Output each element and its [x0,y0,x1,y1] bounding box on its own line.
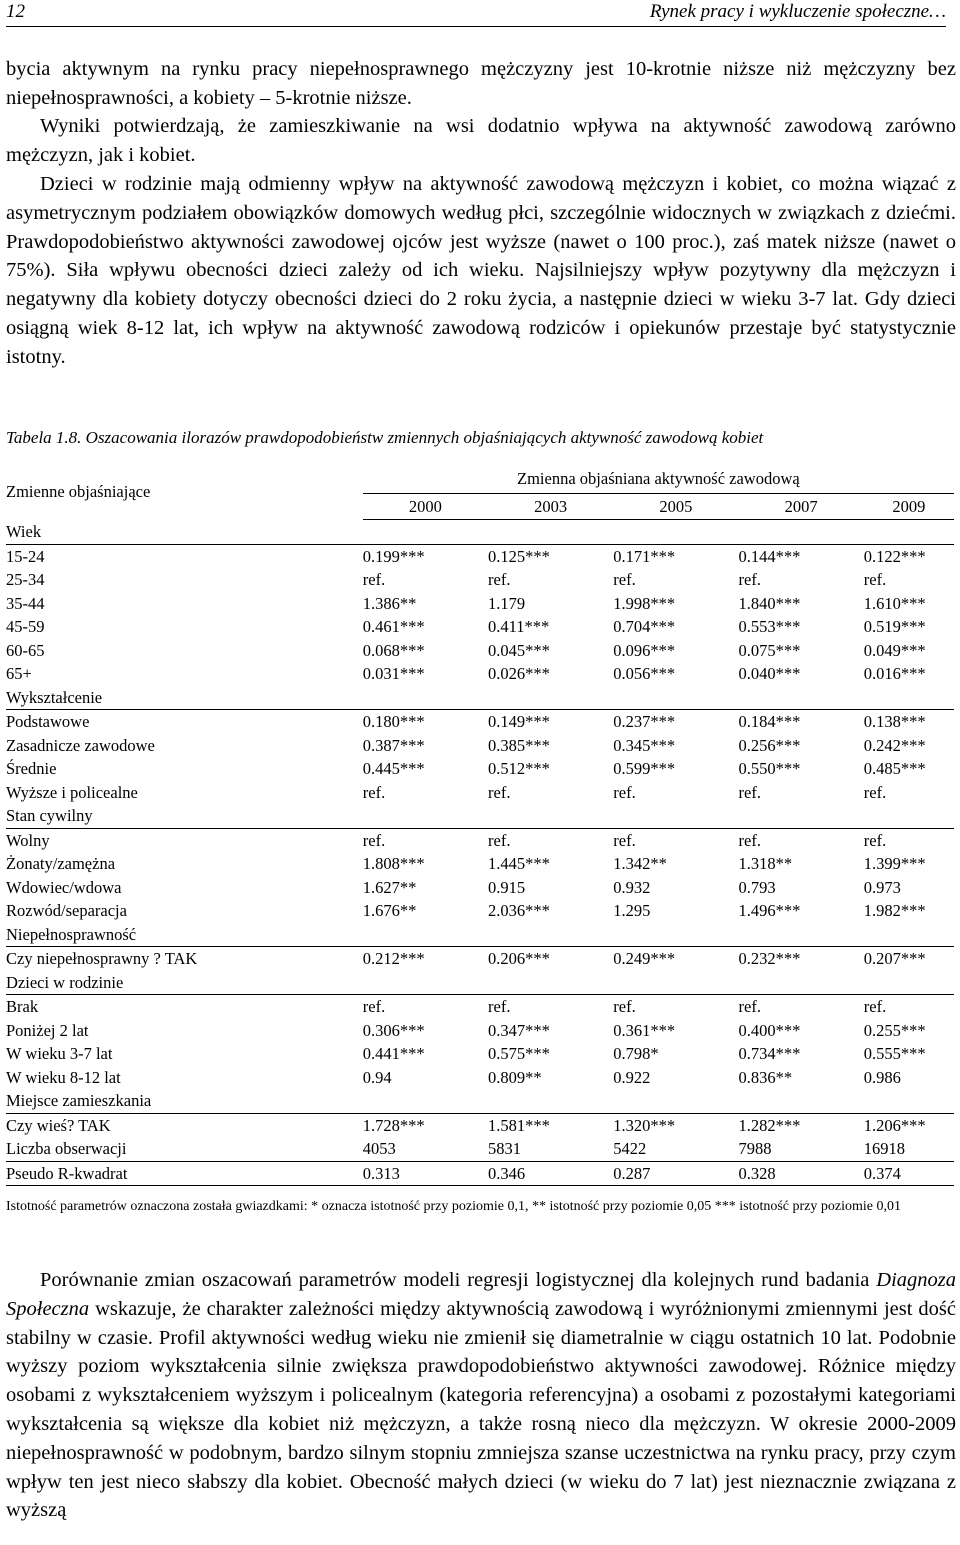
row-value: ref. [863,997,887,1016]
row-value: 0.441*** [362,1044,425,1063]
row-value [739,520,864,545]
row-value: 0.512*** [488,759,550,778]
row-value: 1.342** [613,854,667,873]
row-value [488,1089,613,1113]
row-value [613,923,738,947]
row-value: 0.734*** [738,1044,801,1063]
paragraph-3: Dzieci w rodzinie mają odmienny wpływ na aktywność zawodową mężczyzn i kobiet, co można wiązać z asymetrycznym podziałem obowiązków domowych według płci, szczególnie widocznych w związkach z dziećmi. Prawdopodobieństwo aktywności zawodowej ojców jest wyższe (nawet o 100 proc.), zaś matek niższe (nawet o 75%). Siła wpływu obecności dzieci zależy od ich wieku. Najsilniejszy wpływ pozytywny dla mężczyzn i negatywny dla kobiety dotyczy obecności dzieci do 2 roku życia, a następnie dzieci w wieku 3-7 lat. Gdy dzieci osiągną wiek 8-12 lat, ich wpływ na aktywność zawodową rodziców i opiekunów przestaje być statystycznie istotny. [6,173,956,368]
table-row [6,568,954,592]
row-value: 0.932 [613,877,651,897]
row-value: 0.836** [738,1067,793,1087]
table-row [6,852,954,876]
row-value [613,804,738,828]
row-value: 0.206*** [488,949,550,968]
running-title: Rynek pracy i wykluczenie społeczne… [649,1,946,22]
row-value: 1.386** [362,593,417,613]
table-row [6,923,954,947]
row-value: 0.138*** [863,712,926,731]
row-value: ref. [613,997,636,1016]
row-value: 7988 [739,1137,864,1161]
row-value: 1.610*** [863,593,926,613]
row-value: 1.982*** [863,901,926,920]
row-value [864,1089,954,1113]
row-value: 1.318** [738,854,793,873]
row-label: 65+ [6,664,32,683]
table-row [6,971,954,995]
page-header [6,0,946,27]
row-value: 1.627** [362,877,417,897]
row-value: ref. [362,997,386,1016]
year-header: 2005 [613,494,738,520]
row-value [613,686,738,710]
row-label: Rozwód/separacja [6,901,127,920]
row-value: 0.411*** [488,617,550,636]
row-value: 0.915 [488,877,526,897]
row-value [363,971,488,995]
table-row [6,899,954,923]
row-value: ref. [613,782,636,802]
row-value: 1.282*** [738,1115,801,1135]
row-value [864,923,954,947]
table-row [6,662,954,686]
row-value: 0.809** [488,1067,542,1087]
page-number: 12 [6,1,25,22]
row-value: 0.387*** [362,735,425,755]
row-label: 25-34 [6,570,45,589]
table-row [6,1089,954,1113]
row-value: ref. [738,570,761,589]
row-value: ref. [488,997,511,1016]
row-label: Wdowiec/wdowa [6,877,122,897]
row-label: Wiek [6,520,363,545]
row-value: 0.519*** [863,617,926,636]
paragraph-4-text-a: Porównanie zmian oszacowań parametrów modeli regresji logistycznej dla kolejnych rund badania [40,1269,877,1291]
row-label: W wieku 8-12 lat [6,1067,121,1087]
row-value: 0.973 [863,877,901,897]
row-value [864,520,954,545]
row-value: 1.676** [362,901,417,920]
row-value: 5422 [613,1137,738,1161]
row-value: 0.346 [488,1161,613,1186]
row-value: ref. [863,782,887,802]
row-value: 0.096*** [613,640,676,660]
row-value [363,686,488,710]
row-value: 0.287 [613,1161,738,1186]
row-value: 16918 [864,1137,954,1161]
row-value: ref. [488,570,511,589]
row-value: 1.179 [488,593,526,613]
row-value: 0.149*** [488,712,550,731]
row-value [613,1089,738,1113]
row-label: Czy niepełnosprawny ? TAK [6,949,198,968]
table-row [6,828,954,852]
table-row [6,734,954,758]
row-value [739,1089,864,1113]
significance-note: Istotność parametrów oznaczona została gwiazdkami: * oznacza istotność przy poziomie 0,1, ** istotność przy poziomie 0,05 *** istotność przy poziomie 0,01 [6,1199,901,1214]
row-value: ref. [863,570,887,589]
row-value: ref. [863,830,887,850]
row-value [488,923,613,947]
row-value: 0.075*** [738,640,801,660]
table-row [6,615,954,639]
odds-ratio-table [6,464,954,1186]
row-label: Dzieci w rodzinie [6,971,363,995]
row-value: 0.237*** [613,712,676,731]
row-value: 1.581*** [488,1115,550,1135]
row-value [613,971,738,995]
row-label: 15-24 [6,546,45,566]
row-value: 0.184*** [738,712,801,731]
row-value [739,971,864,995]
row-value: ref. [362,782,386,802]
row-value: ref. [738,782,761,802]
row-value: 1.399*** [863,854,926,873]
row-value: ref. [488,830,511,850]
row-value: 0.485*** [863,759,926,778]
row-value [739,686,864,710]
row-value [488,520,613,545]
row-value: 0.550*** [738,759,801,778]
row-value: 0.400*** [738,1020,801,1040]
table-body [6,464,954,1186]
row-label: Czy wieś? TAK [6,1115,111,1135]
row-value: 0.385*** [488,735,550,755]
row-value: ref. [488,782,511,802]
row-value: 0.045*** [488,640,550,660]
row-value: ref. [362,570,386,589]
row-value [739,804,864,828]
row-value: 0.986 [863,1067,901,1087]
table-row [6,544,954,568]
span-header: Zmienna objaśniana aktywność zawodową [363,464,954,494]
row-value: 0.242*** [863,735,926,755]
table-row [6,781,954,805]
paragraph-1: bycia aktywnym na rynku pracy niepełnosprawnego mężczyzny jest 10-krotnie niższe niż mężczyzny bez niepełnosprawności, a kobiety – 5-krotnie niższe. [6,58,956,109]
row-value: 1.998*** [613,593,676,613]
row-label: W wieku 3-7 lat [6,1044,113,1063]
row-value [739,923,864,947]
row-value: 0.313 [363,1161,488,1186]
row-value: 0.445*** [362,759,425,778]
row-value: 0.347*** [488,1020,550,1040]
row-value: 1.840*** [738,593,801,613]
row-value: 0.328 [739,1161,864,1186]
row-value: ref. [613,830,636,850]
row-value: 0.599*** [613,759,676,778]
year-header: 2003 [488,494,613,520]
row-label: Brak [6,997,39,1016]
row-label: Pseudo R-kwadrat [6,1161,363,1186]
row-value: ref. [738,830,761,850]
row-label: Podstawowe [6,712,90,731]
paragraph-4 [6,1266,956,1525]
table-row [6,1161,954,1186]
table-row [6,757,954,781]
row-value: 0.040*** [738,664,801,683]
row-value [363,923,488,947]
row-value: 0.704*** [613,617,676,636]
table-row [6,1113,954,1137]
row-value: ref. [613,570,636,589]
table-row [6,686,954,710]
table-row [6,876,954,900]
row-label: Zasadnicze zawodowe [6,735,155,755]
row-value: 0.031*** [362,664,425,683]
row-value: 0.255*** [863,1020,926,1040]
row-value: 0.374 [864,1161,954,1186]
row-value: 0.199*** [362,546,425,566]
row-value: 4053 [363,1137,488,1161]
row-label: Poniżej 2 lat [6,1020,89,1040]
table-row [6,1019,954,1043]
row-value: 0.306*** [362,1020,425,1040]
row-label: Wolny [6,830,50,850]
row-value: 0.361*** [613,1020,676,1040]
row-value: 0.056*** [613,664,676,683]
row-value: 2.036*** [488,901,550,920]
table-header-row [6,464,954,494]
table-row [6,520,954,545]
row-value: 0.798* [613,1044,659,1063]
row-value: 0.125*** [488,546,550,566]
row-value: 1.445*** [488,854,550,873]
table-row [6,947,954,971]
table-row [6,592,954,616]
paragraph-4-text-b: wskazuje, że charakter zależności między aktywnością zawodową i wyróżnionymi zmiennymi jest dość stabilny w czasie. Profil aktywności według wieku nie zmienił się diametralnie w ciągu ostatnich 10 lat. Podobnie wyższy poziom wykształcenia silnie zwiększa prawdopodobieństwo aktywności zawodowej. Różnice między osobami z wykształceniem wyższym i policealnym (kategoria referencyjna) a osobami z pozostałymi kategoriami wykształcenia są większe dla kobiet niż mężczyzn, a także rosną nieco dla mężczyzn. W okresie 2000-2009 niepełnosprawność w podobnym, bardzo silnym stopniu zmniejsza szanse uczestnictwa na rynku pracy, przy czym wpływ ten jest nieco słabszy dla kobiet. Obecność małych dzieci (w wieku do 7 lat) jest nieznacznie związana z wyższą [6,1297,956,1522]
row-value: 0.049*** [863,640,926,660]
row-value [864,686,954,710]
row-value [613,520,738,545]
row-value: 0.016*** [863,664,926,683]
row-value: 1.496*** [738,901,801,920]
row-value: 0.553*** [738,617,801,636]
year-header: 2000 [363,494,488,520]
row-value: 0.122*** [863,546,926,566]
row-value [864,971,954,995]
row-value: 5831 [488,1137,613,1161]
row-label: 60-65 [6,640,45,660]
row-value: 0.207*** [863,949,926,968]
column-header-label: Zmienne objaśniające [6,482,151,502]
row-value: ref. [738,997,761,1016]
paragraph-2: Wyniki potwierdzają, że zamieszkiwanie na wsi dodatnio wpływa na aktywność zawodową zarówno mężczyzn, jak i kobiet. [6,115,956,166]
row-value: 0.256*** [738,735,801,755]
row-label: Stan cywilny [6,804,363,828]
row-value [488,971,613,995]
year-header: 2007 [739,494,864,520]
paragraph-4-italic: Diagnoza Społeczna [6,1269,956,1320]
row-value: 1.728*** [362,1115,425,1135]
row-value: 1.295 [613,901,651,920]
row-label: Średnie [6,759,57,778]
row-value: 0.171*** [613,546,676,566]
row-value [488,804,613,828]
table-row [6,804,954,828]
row-value: 1.808*** [362,854,425,873]
year-header: 2009 [864,494,954,520]
table-caption: Tabela 1.8. Oszacowania ilorazów prawdopodobieństw zmiennych objaśniających aktywność zawodową kobiet [6,428,764,447]
row-value [363,1089,488,1113]
table-row [6,1137,954,1161]
row-value: 0.144*** [738,546,801,566]
row-label: 35-44 [6,593,45,613]
row-value: 0.212*** [362,949,425,968]
row-label: Niepełnosprawność [6,923,363,947]
row-value [363,804,488,828]
row-value: 0.026*** [488,664,550,683]
row-value [488,686,613,710]
row-value [864,804,954,828]
row-label: 45-59 [6,617,45,636]
row-value: 1.320*** [613,1115,676,1135]
row-value: ref. [362,830,386,850]
table-row [6,639,954,663]
row-value [363,520,488,545]
row-value: 0.068*** [362,640,425,660]
row-value: 0.461*** [362,617,425,636]
table-row [6,995,954,1019]
row-value: 0.180*** [362,712,425,731]
row-label: Liczba obserwacji [6,1137,363,1161]
row-label: Wykształcenie [6,686,363,710]
table-row [6,1066,954,1090]
table-row [6,1042,954,1066]
row-value: 0.922 [613,1067,651,1087]
row-value: 0.249*** [613,949,676,968]
row-value: 0.345*** [613,735,676,755]
row-value: 0.94 [362,1067,392,1087]
row-value: 0.575*** [488,1044,550,1063]
row-label: Żonaty/zamężna [6,854,116,873]
row-value: 0.555*** [863,1044,926,1063]
row-value: 0.793 [738,877,776,897]
row-label: Wyższe i policealne [6,782,138,802]
row-value: 1.206*** [863,1115,926,1135]
row-value: 0.232*** [738,949,801,968]
row-label: Miejsce zamieszkania [6,1089,363,1113]
table-row [6,710,954,734]
